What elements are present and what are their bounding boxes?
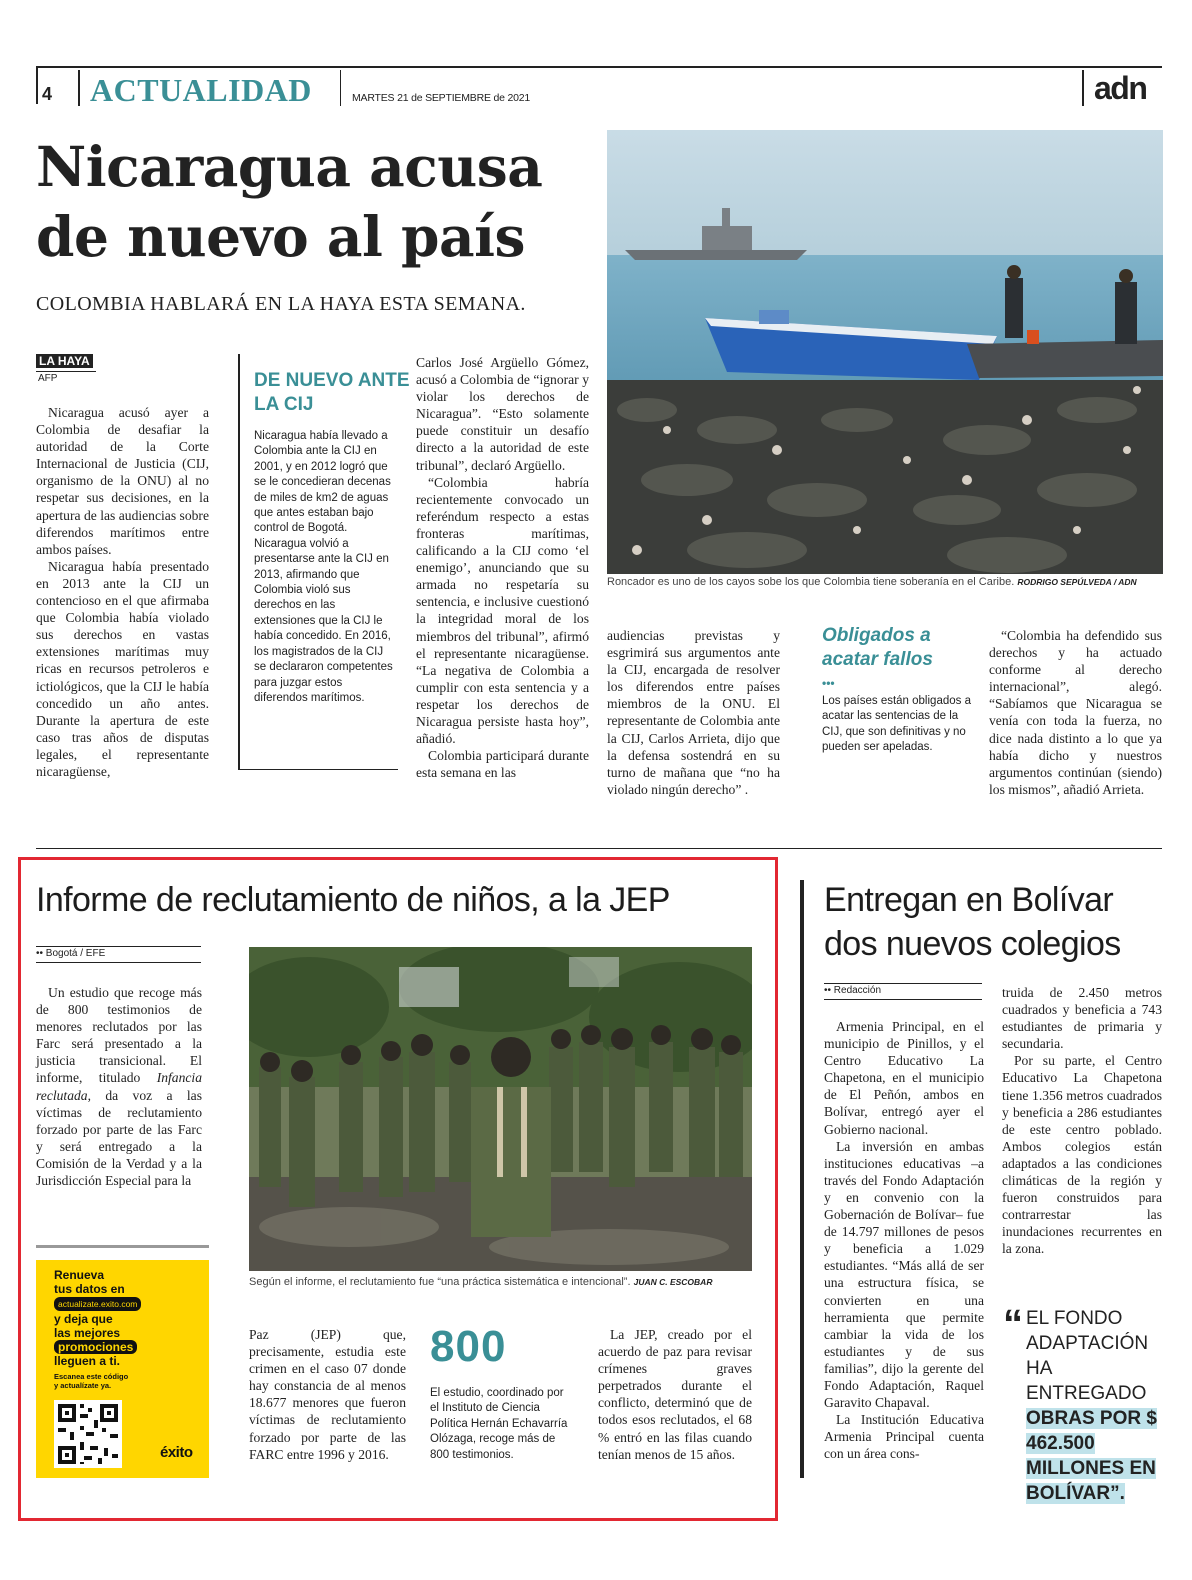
stat-text: El estudio, coordinado por el Instituto de Ciencia Política Hernán Echavarría Olózaga, recoge más de 800 testimonios.: [430, 1387, 568, 1461]
photo-caption: [607, 576, 1163, 588]
box-rule: [238, 769, 398, 770]
stat-number: 800: [430, 1322, 507, 1371]
bolivar-column-2: [1002, 984, 1162, 1258]
byline-rule: [824, 983, 982, 984]
jep-byline: •• Bogotá / EFE: [36, 948, 106, 959]
pull-quote: [1026, 1306, 1176, 1506]
paragraph: audiencias previstas y esgrimirá sus argumentos ante la CIJ, encargada de resolver los diferendos entre países miembros de la ONU. El representante de Colombia ante la CIJ, Carlos Arrieta, dijo que la defensa sostendrá en su turno de mañana que “no ha violado ningún derecho” .: [607, 628, 780, 797]
article-column-3: [416, 354, 589, 781]
quote-highlight: OBRAS POR $ 462.500 MILLONES EN BOLÍVAR”.: [1026, 1408, 1157, 1504]
ad-small: Escanea este código: [54, 1372, 129, 1381]
sidebar-box-text: Nicaragua había llevado a Colombia ante la CIJ en 2001, y en 2012 logró que se le concedieran decenas de miles de km2 de aguas que antes estaban bajo control de Bogotá. Nicaragua volvió a presentarse ante la CIJ en 2013, afirmando que Colombia violó sus derechos en las extensiones que la CIJ le había concedido. En 2016, los magistrados de la CIJ se declararon competentes para juzgar estos diferendos marítimos.: [254, 430, 393, 704]
soldiers-image: [249, 947, 752, 1271]
dateline: LA HAYA: [36, 354, 93, 368]
bolivar-column-1: [824, 1018, 984, 1462]
header-rule: [36, 66, 1162, 68]
paragraph: Nicaragua acusó ayer a Colombia de desafiar la autoridad de la Corte Internacional de Justicia (CIJ, organismo de la ONU) al no respetar sus decisiones, en la apertura de las audiencias sobre diferendos marítimos entre ambos países.: [36, 405, 209, 557]
dateline-rule: [36, 371, 96, 372]
paragraph: La Institución Educativa Armenia Principal cuenta con un área cons-: [824, 1412, 984, 1462]
paragraph: Nicaragua había presentado en 2013 ante la CIJ un contencioso en el que afirmaba que Colombia había violado sus derechos en vastas extensiones marítimas muy ricas en recursos petroleros e ictiológicos, que la CIJ le había concedido un año antes. Durante la apertura de este caso tras años de disputas legales, el representante nicaragüense,: [36, 558, 209, 779]
paragraph: La inversión en ambas instituciones educativas –a través del Fondo Adaptación y en convenio con la Gobernación de Bolívar– fue de 14.797 millones de pesos y beneficia a 1.029 estudiantes. “Más allá de ser una estructura física, se convierten en una herramienta que permite cambiar la vida de los estudiantes y de sus familias”, dijo la gerente del Fondo Adaptación, Raquel Garavito Chapaval.: [824, 1138, 984, 1411]
photo-caption: [249, 1276, 752, 1288]
ad-line: las mejores: [54, 1326, 121, 1340]
byline-rule: [36, 946, 201, 947]
ad-url[interactable]: actualizate.exito.com: [54, 1297, 141, 1311]
header-divider: [78, 70, 80, 106]
paragraph: La JEP, creado por el acuerdo de paz para revisar crímenes graves perpetrados durante el conflicto, determinó que de todos esos reclutados, el 68 % entró en las filas cuando tenían menos de 15 años.: [598, 1327, 752, 1462]
roncador-photo: [607, 130, 1163, 574]
sidebar-box-title: DE NUEVO ANTE LA CIJ: [254, 370, 410, 415]
paragraph: Un estudio que recoge más de 800 testimonios de menores reclutados por las Farc será presentado a la justicia transicional. El informe, titulado Infancia reclutada, da voz a las víctimas de reclutamiento forzado por parte de las Farc y será entregado a la Comisión de la Verdad y a la Jurisdicción Especial para la: [36, 985, 202, 1189]
paragraph: Carlos José Argüello Gómez, acusó a Colombia de “ignorar y violar los derechos de Nicaragua”. “Esto solamente puede constituir un desafío directo a la autoridad de este tribunal”, declaró Argüello.: [416, 355, 589, 473]
article-column-6: [989, 627, 1162, 798]
bolivar-headline: Entregan en Bolívar dos nuevos colegios: [824, 881, 1121, 963]
article-column-4: [607, 627, 780, 798]
ad-line: lleguen a ti.: [54, 1354, 121, 1368]
paragraph: truida de 2.450 metros cuadrados y beneficia a 743 estudiantes de primaria y secundaria.: [1002, 985, 1162, 1052]
quote-text: EL FONDO ADAPTACIÓN HA ENTREGADO: [1026, 1308, 1149, 1404]
ad-small: y actualízate ya.: [54, 1381, 112, 1390]
pull-box-text: Los países están obligados a acatar las sentencias de la CIJ, que son definitivas y no pueden ser apeladas.: [822, 695, 971, 754]
caption-text: Según el informe, el reclutamiento fue “una práctica sistemática e intencional”.: [249, 1276, 631, 1288]
paragraph: Paz (JEP) que, precisamente, estudia este crimen en el caso 07 donde hay constancia de al menos 18.677 menores que fueron víctimas de reclutamiento forzado por parte de las FARC entre 1996 y 2016.: [249, 1327, 406, 1462]
jep-column-2: [249, 1326, 406, 1463]
photo-credit: RODRIGO SEPÚLVEDA / ADN: [1017, 577, 1137, 587]
paragraph: Armenia Principal, en el municipio de Pinillos, y el Centro Educativo La Chapetona, en el municipio de El Peñón, ambos en Bolívar, entregó ayer el Gobierno nacional.: [824, 1019, 984, 1137]
byline-rule: [824, 999, 982, 1000]
ad-line: y deja que: [54, 1312, 113, 1326]
issue-date: MARTES 21 de SEPTIEMBRE de 2021: [352, 92, 531, 104]
paragraph: Por su parte, el Centro Educativo La Chapetona tiene 1.356 metros cuadrados y beneficia a 286 estudiantes de este centro poblado. Ambos colegios están adaptados a las condiciones climáticas de la región y fueron construidos para contrarrestar las inundaciones recurrentes en la zona.: [1002, 1053, 1162, 1257]
caption-text: Roncador es uno de los cayos sobe los que Colombia tiene soberanía en el Caribe.: [607, 576, 1015, 588]
column-rule: [800, 880, 804, 1478]
photo-credit: JUAN C. ESCOBAR: [633, 1277, 713, 1287]
ad-copy: [54, 1268, 204, 1390]
subheadline: COLOMBIA HABLARÁ EN LA HAYA ESTA SEMANA.: [36, 293, 526, 315]
header-divider: [1082, 70, 1084, 106]
ad-line: Renueva: [54, 1268, 105, 1282]
ad-line: tus datos en: [54, 1282, 125, 1296]
cay-image: [607, 130, 1163, 574]
ad-highlight: promociones: [54, 1340, 137, 1354]
jep-column-1: [36, 984, 202, 1189]
jep-column-3: [598, 1326, 752, 1463]
jep-headline: Informe de reclutamiento de niños, a la JEP: [36, 881, 670, 919]
page-number: 4: [42, 84, 53, 104]
recruits-photo: [249, 947, 752, 1271]
section-title: ACTUALIDAD: [90, 72, 312, 108]
byline-rule: [36, 962, 201, 963]
pull-box-dots: •••: [822, 676, 835, 690]
ad-rule: [36, 1245, 209, 1248]
section-divider: [36, 848, 1162, 849]
box-rule: [238, 354, 240, 770]
news-agency: AFP: [38, 373, 58, 384]
page-headline: Nicaragua acusa de nuevo al país: [36, 134, 543, 269]
header-divider: [36, 66, 38, 104]
qr-code-icon[interactable]: [54, 1400, 122, 1468]
header-divider: [340, 70, 341, 106]
pull-box-title: Obligados a acatar fallos: [822, 625, 933, 670]
quote-mark-icon: “: [1003, 1302, 1023, 1346]
paragraph: “Colombia habría recientemente convocado un referéndum respecto a estas fronteras marítimas, calificando a la CIJ como ‘el enemigo’, anunciando que su armada no respetaría su sentencia, e inclusive cuestionó la integridad moral de los miembros del tribunal”, afirmó el representante nicaragüense. “La negativa de Colombia a cumplir con esta sentencia y a respetar los derechos de Nicaragua persiste hasta hoy”, añadió.: [416, 474, 589, 747]
paragraph: Colombia participará durante esta semana en las: [416, 748, 589, 781]
exito-advertisement[interactable]: [36, 1260, 209, 1478]
adn-logo: adn: [1094, 70, 1147, 106]
bolivar-byline: •• Redacción: [824, 985, 882, 996]
exito-logo: éxito: [160, 1444, 193, 1461]
article-column-1: [36, 404, 209, 780]
paragraph: “Colombia ha defendido sus derechos y ha actuado conforme al derecho internacional”, alegó. “Sabíamos que Nicaragua se venía con toda la fuerza, no dice nada distinto a lo que ya había dicho y nuestros argumentos continúan (siendo) los mismos”, añadió Arrieta.: [989, 628, 1162, 797]
